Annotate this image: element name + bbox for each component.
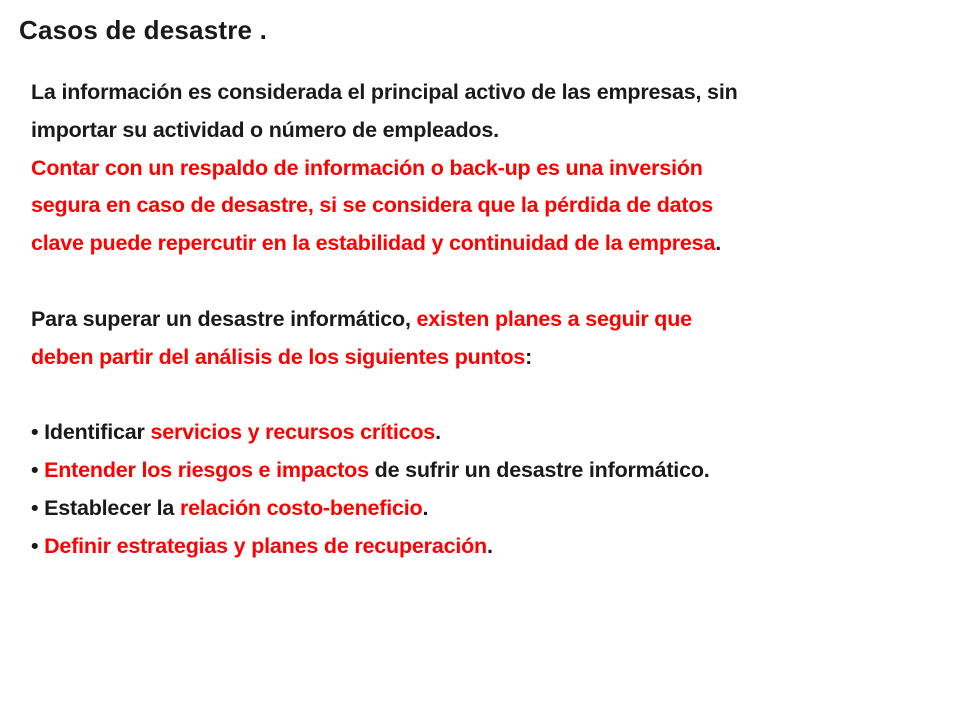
bullet-4-after: . [487, 533, 493, 558]
paragraph-plans [31, 301, 951, 377]
bullet-4-highlight: Definir estrategias y planes de recuperación [44, 533, 487, 558]
bullet-icon: • [31, 420, 39, 445]
paragraph-plans-highlight-2: deben partir del análisis de los siguientes puntos [31, 344, 526, 369]
list-item [31, 458, 710, 482]
bullet-3-after: . [422, 495, 429, 520]
paragraph-intro [31, 74, 951, 150]
paragraph-intro-line-2: importar su actividad o número de empleados. [31, 117, 499, 142]
paragraph-plans-end: : [525, 344, 533, 369]
bullet-2-after: de sufrir un desastre informático. [368, 457, 710, 482]
list-item [31, 534, 493, 558]
bullet-list [31, 414, 951, 565]
bullet-icon: • [31, 457, 39, 482]
paragraph-backup [31, 150, 951, 263]
bullet-icon: • [31, 495, 39, 520]
list-item [31, 496, 428, 520]
bullet-icon: • [31, 533, 39, 558]
paragraph-plans-highlight-1: existen planes a seguir que [416, 306, 692, 331]
paragraph-backup-line-3: clave puede repercutir en la estabilidad y continuidad de la empresa [31, 231, 716, 256]
paragraph-plans-intro: Para superar un desastre informático, [31, 306, 417, 331]
page-title: Casos de desastre . [19, 15, 268, 45]
bullet-1-after: . [435, 420, 441, 445]
bullet-1-highlight: servicios y recursos críticos [150, 420, 436, 445]
slide-body [31, 74, 951, 565]
bullet-3-before: Establecer la [44, 495, 180, 520]
paragraph-backup-period: . [715, 231, 721, 256]
bullet-1-before: Identificar [44, 420, 151, 445]
spacer [31, 376, 951, 414]
paragraph-backup-line-1: Contar con un respaldo de información o back-up es una inversión [31, 155, 703, 180]
bullet-3-highlight: relación costo-beneficio [179, 495, 423, 520]
paragraph-backup-line-2: segura en caso de desastre, si se considera que la pérdida de datos [31, 193, 714, 218]
spacer [31, 263, 951, 301]
paragraph-intro-line-1: La información es considerada el principal activo de las empresas, sin [31, 80, 738, 104]
bullet-2-highlight: Entender los riesgos e impactos [44, 457, 369, 482]
list-item [31, 420, 441, 444]
